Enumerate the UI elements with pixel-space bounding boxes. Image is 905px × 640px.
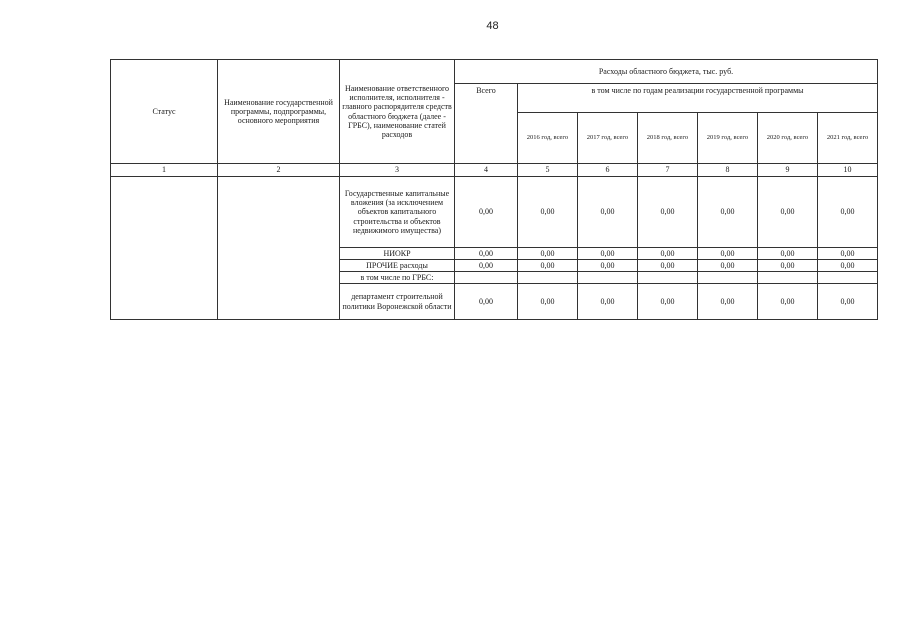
year-value: 0,00 — [818, 248, 878, 260]
table-row — [111, 177, 878, 248]
header-year-2021: 2021 год, всего — [818, 113, 878, 164]
column-number: 10 — [818, 164, 878, 177]
year-value — [578, 272, 638, 284]
header-year-2019: 2019 год, всего — [698, 113, 758, 164]
expense-name: департамент строительной политики Воронежской области — [340, 284, 455, 320]
column-number: 1 — [111, 164, 218, 177]
status-cell — [111, 177, 218, 320]
header-row-1 — [111, 60, 878, 84]
header-program-name: Наименование государственной программы, подпрограммы, основного мероприятия — [218, 60, 340, 164]
total-value — [455, 272, 518, 284]
year-value: 0,00 — [578, 177, 638, 248]
budget-table — [110, 59, 878, 320]
year-value: 0,00 — [758, 177, 818, 248]
expense-name: ПРОЧИЕ расходы — [340, 260, 455, 272]
column-number: 8 — [698, 164, 758, 177]
year-value — [638, 272, 698, 284]
total-value: 0,00 — [455, 248, 518, 260]
column-number: 6 — [578, 164, 638, 177]
total-value: 0,00 — [455, 177, 518, 248]
year-value: 0,00 — [518, 248, 578, 260]
year-value: 0,00 — [518, 260, 578, 272]
column-number: 5 — [518, 164, 578, 177]
column-number: 7 — [638, 164, 698, 177]
column-number: 2 — [218, 164, 340, 177]
column-numbers-row — [111, 164, 878, 177]
year-value: 0,00 — [698, 248, 758, 260]
header-year-2018: 2018 год, всего — [638, 113, 698, 164]
year-value: 0,00 — [638, 248, 698, 260]
year-value: 0,00 — [638, 177, 698, 248]
year-value: 0,00 — [698, 260, 758, 272]
expense-name: в том числе по ГРБС: — [340, 272, 455, 284]
year-value: 0,00 — [758, 284, 818, 320]
header-year-2017: 2017 год, всего — [578, 113, 638, 164]
column-number: 9 — [758, 164, 818, 177]
header-expenses-group: Расходы областного бюджета, тыс. руб. — [455, 60, 878, 84]
header-by-years: в том числе по годам реализации государственной программы — [518, 84, 878, 113]
year-value: 0,00 — [698, 284, 758, 320]
year-value: 0,00 — [578, 260, 638, 272]
page-number: 48 — [486, 20, 499, 32]
year-value: 0,00 — [518, 284, 578, 320]
year-value: 0,00 — [698, 177, 758, 248]
year-value — [818, 272, 878, 284]
year-value: 0,00 — [818, 284, 878, 320]
year-value: 0,00 — [518, 177, 578, 248]
year-value: 0,00 — [638, 260, 698, 272]
year-value: 0,00 — [818, 177, 878, 248]
year-value: 0,00 — [818, 260, 878, 272]
year-value: 0,00 — [638, 284, 698, 320]
year-value: 0,00 — [758, 260, 818, 272]
column-number: 3 — [340, 164, 455, 177]
year-value — [698, 272, 758, 284]
header-year-2016: 2016 год, всего — [518, 113, 578, 164]
year-value — [758, 272, 818, 284]
header-executor: Наименование ответственного исполнителя, исполнителя - главного распорядителя средств областного бюджета (далее - ГРБС), наименование статей расходов — [340, 60, 455, 164]
year-value — [518, 272, 578, 284]
column-number: 4 — [455, 164, 518, 177]
header-year-2020: 2020 год, всего — [758, 113, 818, 164]
year-value: 0,00 — [578, 248, 638, 260]
expense-name: НИОКР — [340, 248, 455, 260]
total-value: 0,00 — [455, 284, 518, 320]
header-status: Статус — [111, 60, 218, 164]
program-name-cell — [218, 177, 340, 320]
total-value: 0,00 — [455, 260, 518, 272]
expense-name: Государственные капитальные вложения (за исключением объектов капитального строительства и объектов недвижимого имущества) — [340, 177, 455, 248]
header-total: Всего — [455, 84, 518, 164]
year-value: 0,00 — [758, 248, 818, 260]
year-value: 0,00 — [578, 284, 638, 320]
